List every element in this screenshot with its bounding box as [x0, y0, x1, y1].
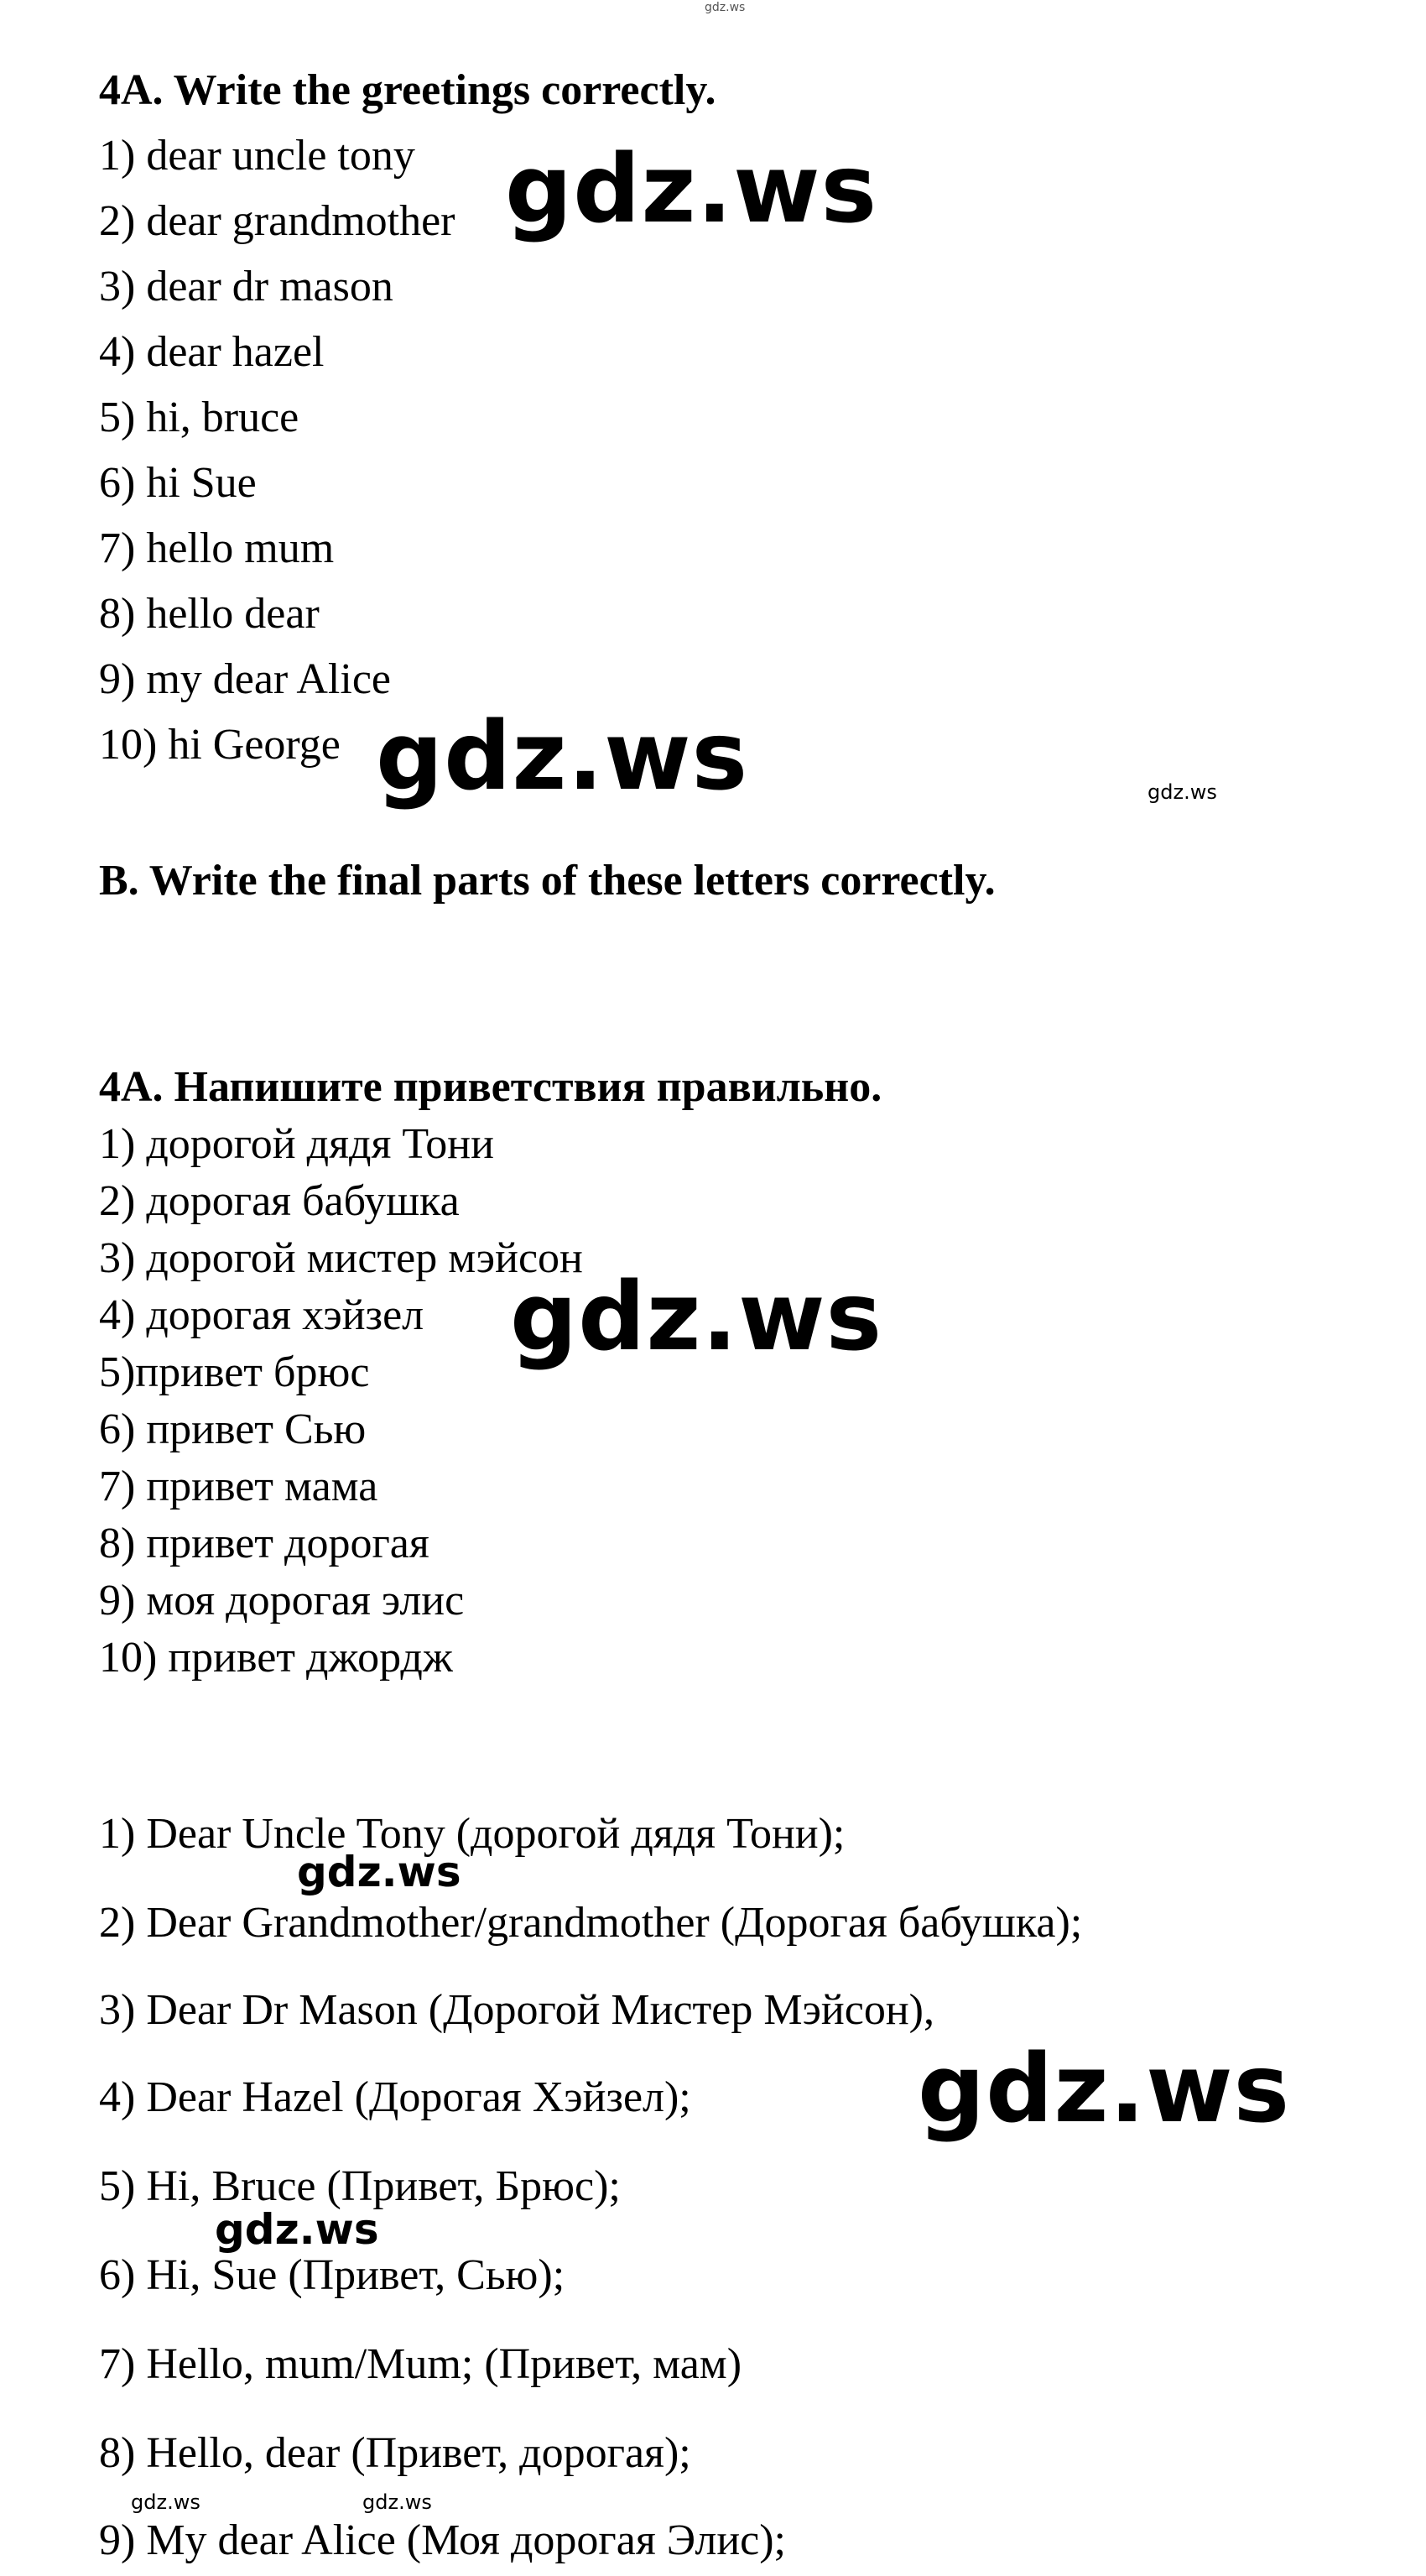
answer-item: 1) Dear Uncle Tony (дорогой дядя Тони); [99, 1810, 846, 1858]
task-a-ru-item: 4) дорогая хэйзел [99, 1291, 424, 1339]
answer-item: 3) Dear Dr Mason (Дорогой Мистер Мэйсон), [99, 1986, 934, 2034]
task-a-item: 4) dear hazel [99, 328, 325, 376]
task-a-item: 2) dear grandmother [99, 197, 455, 245]
task-a-heading: 4A. Write the greetings correctly. [99, 66, 716, 114]
task-a-ru-item: 3) дорогой мистер мэйсон [99, 1234, 583, 1282]
answer-item: 8) Hello, dear (Привет, дорогая); [99, 2429, 691, 2477]
watermark: gdz.ws [918, 2035, 1291, 2144]
watermark: gdz.ws [376, 702, 749, 811]
task-a-ru-item: 2) дорогая бабушка [99, 1177, 460, 1225]
watermark: gdz.ws [297, 1848, 461, 1896]
task-a-ru-item: 8) привет дорогая [99, 1520, 429, 1567]
task-a-ru-heading: 4А. Напишите приветствия правильно. [99, 1063, 882, 1111]
answer-item: 6) Hi, Sue (Привет, Сью); [99, 2251, 565, 2299]
answer-item: 5) Hi, Bruce (Привет, Брюс); [99, 2162, 621, 2210]
task-a-item: 6) hi Sue [99, 459, 257, 507]
answer-item: 9) My dear Alice (Моя дорогая Элис); [99, 2516, 786, 2564]
task-a-item: 7) hello mum [99, 524, 335, 572]
task-a-ru-item: 5)привет брюс [99, 1348, 370, 1396]
task-a-item: 9) my dear Alice [99, 655, 391, 703]
task-a-item: 8) hello dear [99, 590, 320, 638]
watermark: gdz.ws [131, 2490, 200, 2514]
watermark: gdz.ws [362, 2490, 432, 2514]
watermark: gdz.ws [1148, 780, 1217, 804]
task-a-item: 1) dear uncle tony [99, 132, 415, 180]
watermark: gdz.ws [510, 1263, 883, 1372]
task-a-item: 5) hi, bruce [99, 394, 299, 441]
task-a-ru-item: 7) привет мама [99, 1463, 378, 1510]
watermark: gdz.ws [215, 2205, 379, 2254]
task-a-item: 3) dear dr mason [99, 263, 393, 310]
task-a-ru-item: 10) привет джордж [99, 1634, 453, 1682]
top-watermark: gdz.ws [705, 1, 746, 14]
task-a-ru-item: 6) привет Сью [99, 1405, 367, 1453]
answer-item: 4) Dear Hazel (Дорогая Хэйзел); [99, 2073, 691, 2121]
answer-item: 2) Dear Grandmother/grandmother (Дорогая бабушка); [99, 1899, 1083, 1947]
task-b-heading: B. Write the final parts of these letters correctly. [99, 857, 996, 905]
task-a-ru-item: 9) моя дорогая элис [99, 1577, 465, 1624]
task-a-ru-item: 1) дорогой дядя Тони [99, 1120, 494, 1168]
watermark: gdz.ws [505, 135, 878, 244]
task-a-item: 10) hi George [99, 721, 341, 769]
answer-item: 7) Hello, mum/Mum; (Привет, мам) [99, 2340, 742, 2388]
